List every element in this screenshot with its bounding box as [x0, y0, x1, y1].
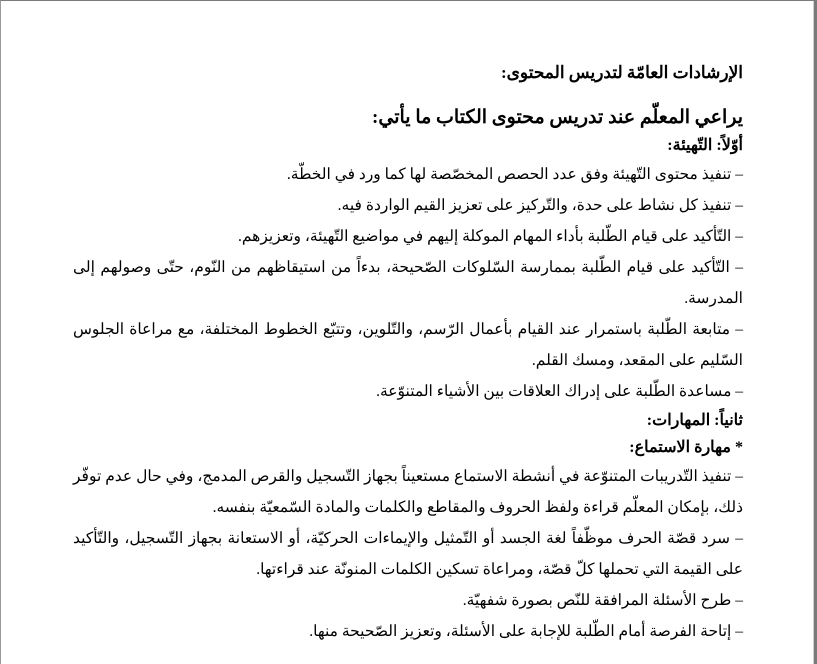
document-intro: يراعي المعلّم عند تدريس محتوى الكتاب ما يأتي:	[372, 107, 743, 128]
list-item: – التّأكيد على قيام الطّلبة بممارسة السّلوكات الصّحيحة، بدءاً من استيقاظهم من النّوم، حتّى وصولهم إلى المدرسة.	[73, 259, 743, 307]
document-body	[73, 59, 743, 647]
list-item: – مساعدة الطّلبة على إدراك العلاقات بين الأشياء المتنوّعة.	[376, 383, 743, 400]
list-item: – متابعة الطّلبة باستمرار عند القيام بأعمال الرّسم، والتّلوين، وتتبّع الخطوط المختلفة، مع مراعاة الجلوس السّليم على المقعد، ومسك القلم.	[73, 321, 743, 369]
subheading-listening-skill: * مهارة الاستماع:	[629, 439, 743, 456]
list-item: – تنفيذ محتوى التّهيئة وفق عدد الحصص المخصّصة لها كما ورد في الخطّة.	[286, 166, 743, 183]
list-item: – تنفيذ كل نشاط على حدة، والتّركيز على تعزيز القيم الواردة فيه.	[337, 197, 743, 214]
list-item: – إتاحة الفرصة أمام الطّلبة للإجابة على الأسئلة، وتعزيز الصّحيحة منها.	[309, 623, 743, 640]
document-title: الإرشادات العامّة لتدريس المحتوى:	[500, 63, 743, 82]
list-item: – التّأكيد على قيام الطّلبة بأداء المهام الموكلة إليهم في مواضيع التّهيئة، وتعزيزهم.	[237, 228, 743, 245]
list-item: – تنفيذ التّدريبات المتنوّعة في أنشطة الاستماع مستعيناً بجهاز التّسجيل والقرص المدمج، وفي حال عدم توفّر ذلك، بإمكان المعلّم قراءة ولفظ الحروف والمقاطع والكلمات والمادة السّمعيّة بنفسه.	[73, 468, 743, 516]
list-item: – طرح الأسئلة المرافقة للنّص بصورة شفهيّة.	[462, 592, 743, 609]
section-heading-preparation: أوّلاً: التّهيئة:	[667, 137, 743, 154]
section-heading-skills: ثانياً: المهارات:	[646, 412, 743, 429]
list-item: – سرد قصّة الحرف موظّفاً لغة الجسد أو التّمثيل والإيماءات الحركيّة، أو الاستعانة بجهاز التّسجيل، والتّأكيد على القيمة التي تحملها كلّ قصّة، ومراعاة تسكين الكلمات المنونّة عند قراءتها.	[73, 530, 743, 578]
